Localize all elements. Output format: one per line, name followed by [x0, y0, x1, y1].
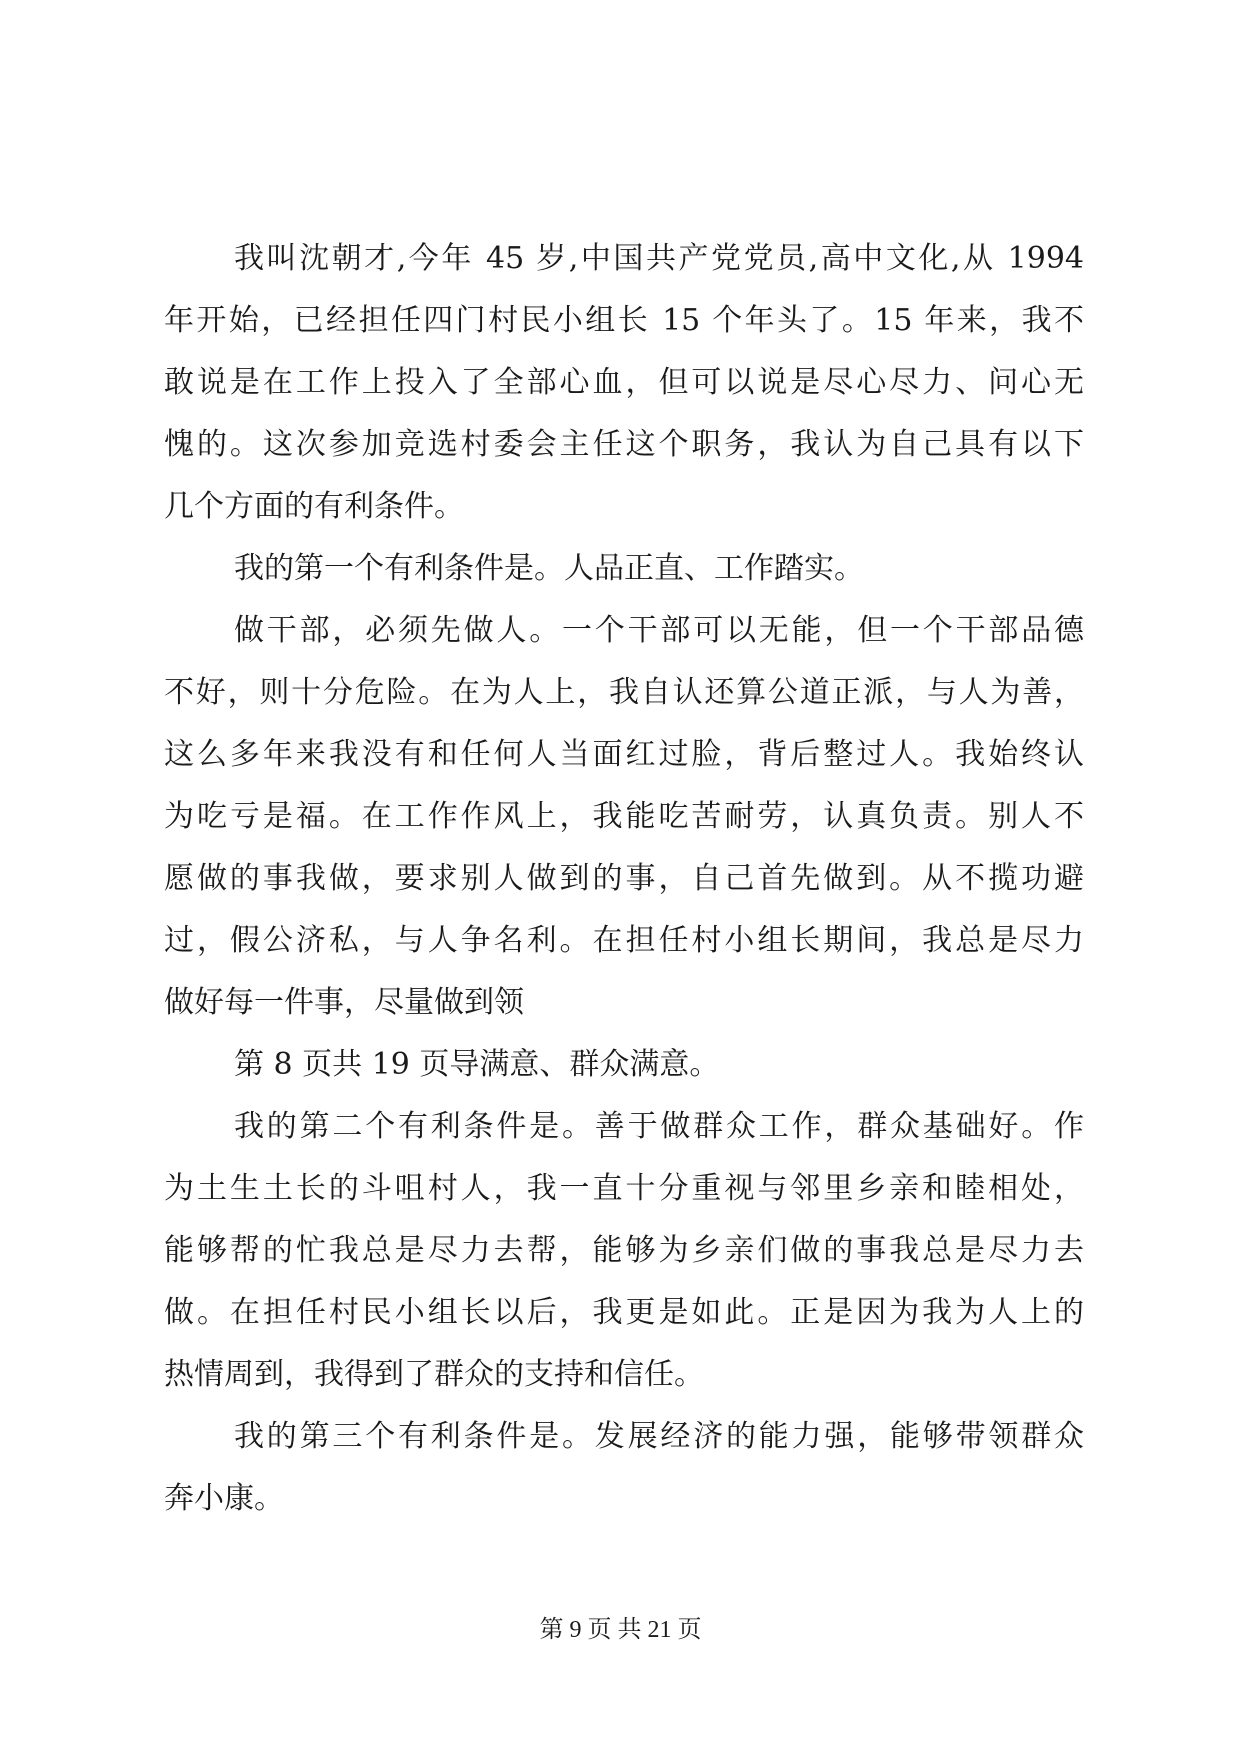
paragraph-line: 愿做的事我做，要求别人做到的事，自己首先做到。从不揽功避	[164, 861, 1084, 896]
paragraph-line: 过，假公济私，与人争名利。在担任村小组长期间，我总是尽力	[164, 923, 1084, 958]
paragraph-line: 为土生土长的斗咀村人，我一直十分重视与邻里乡亲和睦相处，	[164, 1171, 1084, 1206]
paragraph-line: 做好每一件事，尽量做到领	[164, 985, 524, 1020]
paragraph-line: 能够帮的忙我总是尽力去帮，能够为乡亲们做的事我总是尽力去	[164, 1233, 1084, 1268]
body-text	[164, 228, 1084, 1530]
paragraph-line: 这么多年来我没有和任何人当面红过脸，背后整过人。我始终认	[164, 737, 1084, 772]
paragraph-line: 我叫沈朝才,今年 45 岁,中国共产党党员,高中文化,从 1994	[234, 241, 1084, 276]
paragraph-line: 我的第二个有利条件是。善于做群众工作，群众基础好。作	[234, 1109, 1084, 1144]
paragraph-line: 奔小康。	[164, 1481, 284, 1516]
paragraph-line: 我的第三个有利条件是。发展经济的能力强，能够带领群众	[234, 1419, 1084, 1454]
paragraph-line: 第 8 页共 19 页导满意、群众满意。	[234, 1047, 720, 1082]
paragraph-line: 愧的。这次参加竞选村委会主任这个职务，我认为自己具有以下	[164, 427, 1084, 462]
paragraph-line: 做。在担任村民小组长以后，我更是如此。正是因为我为人上的	[164, 1295, 1084, 1330]
paragraph-line: 不好，则十分危险。在为人上，我自认还算公道正派，与人为善，	[164, 675, 1084, 710]
paragraph-line: 几个方面的有利条件。	[164, 489, 464, 524]
paragraph-line: 我的第一个有利条件是。人品正直、工作踏实。	[234, 551, 864, 586]
paragraph-line: 做干部，必须先做人。一个干部可以无能，但一个干部品德	[234, 613, 1084, 648]
paragraph-line: 为吃亏是福。在工作作风上，我能吃苦耐劳，认真负责。别人不	[164, 799, 1084, 834]
paragraph-line: 热情周到，我得到了群众的支持和信任。	[164, 1357, 704, 1392]
page-number-footer: 第 9 页 共 21 页	[539, 1617, 702, 1643]
paragraph-line: 年开始，已经担任四门村民小组长 15 个年头了。15 年来，我不	[164, 303, 1084, 338]
paragraph-line: 敢说是在工作上投入了全部心血，但可以说是尽心尽力、问心无	[164, 365, 1084, 400]
